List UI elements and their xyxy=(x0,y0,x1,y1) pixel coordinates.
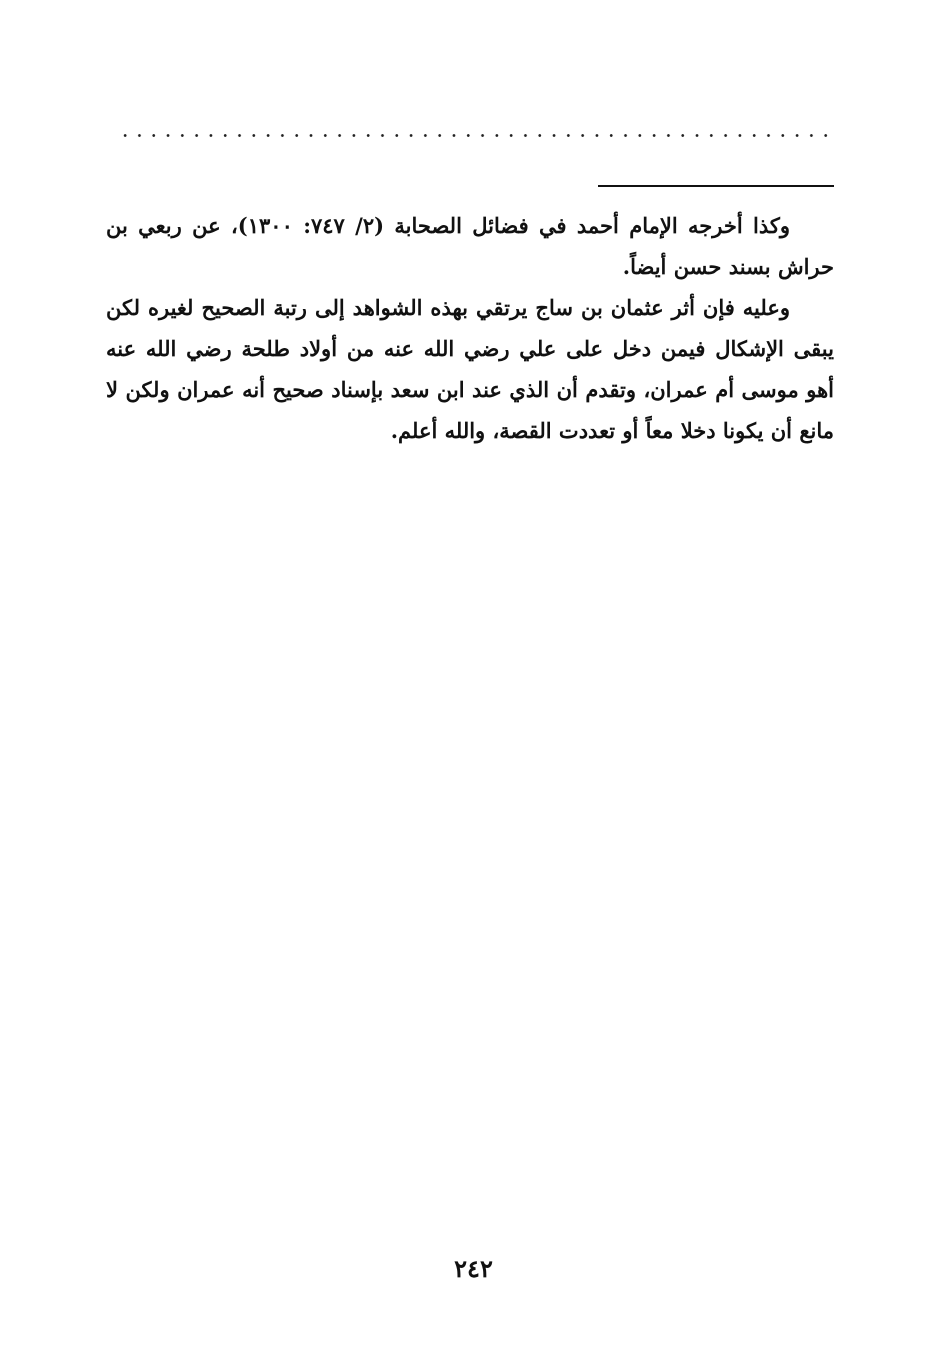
footnote-separator-line xyxy=(598,185,834,187)
dotted-separator xyxy=(118,134,834,137)
footnote-paragraph-1: وكذا أخرجه الإمام أحمد في فضائل الصحابة (٢/ ٧٤٧: ١٣٠٠)، عن ربعي بن حراش بسند حسن أيضاً. xyxy=(106,213,834,279)
footnote-paragraph-2: وعليه فإن أثر عثمان بن ساج يرتقي بهذه الشواهد إلى رتبة الصحيح لغيره لكن يبقى الإشكال فيمن دخل على علي رضي الله عنه من أولاد طلحة رضي الله عنه أهو موسى أم عمران، وتقدم أن الذي عند ابن سعد بإسناد صحيح أنه عمران ولكن لا مانع أن يكونا دخلا معاً أو تعددت القصة، والله أعلم. xyxy=(106,295,834,443)
footnote-text xyxy=(106,205,834,451)
page-number: ٢٤٢ xyxy=(454,1254,493,1283)
